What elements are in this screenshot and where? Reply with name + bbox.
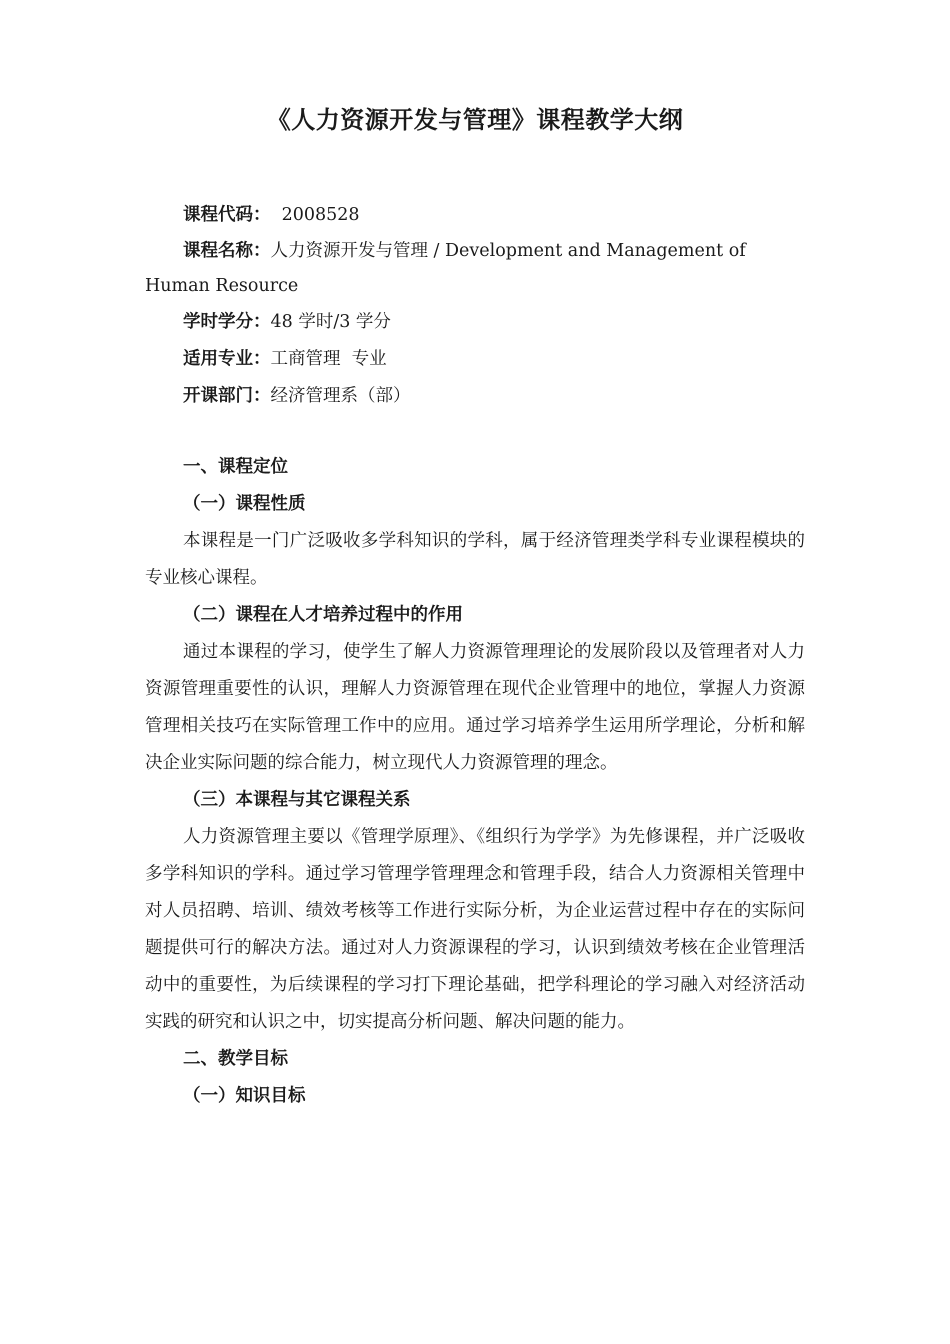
subsection-heading-course-relations: （三）本课程与其它课程关系	[183, 790, 411, 810]
subsection-heading-course-role: （二）课程在人才培养过程中的作用	[183, 605, 463, 625]
section-heading-course-positioning: 一、课程定位	[183, 457, 288, 477]
credit-hours-row	[145, 304, 805, 341]
paragraph-course-nature: 本课程是一门广泛吸收多学科知识的学科，属于经济管理类学科专业课程模块的专业核心课程。	[145, 531, 805, 588]
course-name-value: 人力资源开发与管理 / Development and Management of Human Resource	[145, 241, 746, 296]
department-value: 经济管理系（部）	[270, 386, 411, 406]
course-info	[145, 197, 805, 415]
paragraph-course-relations: 人力资源管理主要以《管理学原理》、《组织行为学学》为先修课程，并广泛吸收多学科知识的学科。通过学习管理学管理理念和管理手段，结合人力资源相关管理中对人员招聘、培训、绩效考核等工作进行实际分析，为企业运营过程中存在的实际问题提供可行的解决方法。通过对人力资源课程的学习，认识到绩效考核在企业管理活动中的重要性，为后续课程的学习打下理论基础，把学科理论的学习融入对经济活动实践的研究和认识之中，切实提高分析问题、解决问题的能力。	[145, 827, 805, 1032]
department-label: 开课部门：	[183, 386, 271, 406]
course-code-row	[145, 197, 805, 234]
major-row	[145, 341, 805, 378]
subsection-heading-course-nature: （一）课程性质	[183, 494, 306, 514]
credit-hours-value: 48 学时/3 学分	[270, 312, 391, 332]
course-code-value: 2008528	[270, 205, 360, 225]
subsection-heading-knowledge-goals: （一）知识目标	[183, 1086, 306, 1106]
major-label: 适用专业：	[183, 349, 271, 369]
credit-hours-label: 学时学分：	[183, 312, 271, 332]
major-value: 工商管理 专业	[270, 349, 387, 369]
course-code-label: 课程代码：	[183, 205, 271, 225]
document-title: 《人力资源开发与管理》课程教学大纲	[266, 106, 684, 134]
section-heading-teaching-goals: 二、教学目标	[183, 1049, 288, 1069]
syllabus-body	[145, 449, 805, 1115]
course-name-label: 课程名称：	[183, 241, 271, 261]
department-row	[145, 378, 805, 415]
paragraph-course-role: 通过本课程的学习，使学生了解人力资源管理理论的发展阶段以及管理者对人力资源管理重要性的认识，理解人力资源管理在现代企业管理中的地位，掌握人力资源管理相关技巧在实际管理工作中的应用。通过学习培养学生运用所学理论，分析和解决企业实际问题的综合能力，树立现代人力资源管理的理念。	[145, 642, 805, 773]
course-name-row	[145, 234, 805, 304]
